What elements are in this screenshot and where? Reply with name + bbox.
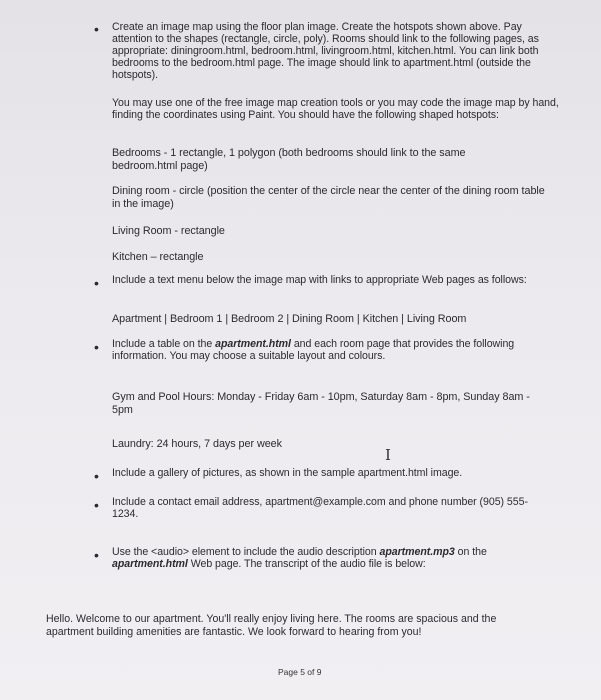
gym-pool-hours: Gym and Pool Hours: Monday - Friday 6am - 10pm, Saturday 8am - 8pm, Sunday 8am - 5pm xyxy=(112,391,530,416)
apartment-page-name: apartment.html xyxy=(112,558,188,570)
audio-instructions-text: Use the <audio> element to include the audio description xyxy=(112,546,380,558)
bullet-icon: • xyxy=(94,21,99,37)
text-menu-example: Apartment | Bedroom 1 | Bedroom 2 | Dining Room | Kitchen | Living Room xyxy=(112,313,467,325)
table-instructions xyxy=(112,338,557,362)
table-instructions-text-end: and each room page that provides the following information. You may choose a suitable layout and colours. xyxy=(112,338,515,362)
gallery-instructions: Include a gallery of pictures, as shown in the sample apartment.html image. xyxy=(112,467,463,479)
table-instructions-text: Include a table on the xyxy=(112,338,216,350)
audio-file-name: apartment.mp3 xyxy=(379,546,455,558)
living-hotspot-line: Living Room - rectangle xyxy=(112,225,225,237)
apartment-page-name: apartment.html xyxy=(215,338,291,350)
bullet-icon: • xyxy=(94,275,99,291)
contact-instructions: Include a contact email address, apartment@example.com and phone number (905) 555-1234. xyxy=(112,496,528,520)
bullet-icon: • xyxy=(94,547,99,563)
audio-instructions-end: Web page. The transcript of the audio file is below: xyxy=(187,558,426,570)
bullet-icon: • xyxy=(94,468,99,484)
bedrooms-hotspot-line: Bedrooms - 1 rectangle, 1 polygon (both bedrooms should link to the same bedroom.html page) xyxy=(112,147,466,172)
bullet-icon: • xyxy=(94,339,99,355)
bullet-icon: • xyxy=(94,497,99,513)
image-map-instructions: Create an image map using the floor plan image. Create the hotspots shown above. Pay attention to the shapes (rectangle, circle, poly). Rooms should link to the following pages, as appropriate: diningroom.html, bedroom.html, livingroom.html, kitchen.html. You can link both bedrooms to the bedroom.html page. The image should link to apartment.html (outside the hotspots). xyxy=(112,21,539,81)
audio-transcript: Hello. Welcome to our apartment. You'll really enjoy living here. The rooms are spacious and the apartment building amenities are fantastic. We look forward to hearing from you! xyxy=(46,613,497,638)
page-number: Page 5 of 9 xyxy=(278,667,322,677)
laundry-hours: Laundry: 24 hours, 7 days per week xyxy=(112,438,282,450)
image-map-tools-paragraph: You may use one of the free image map creation tools or you may code the image map by hand, finding the coordinates using Paint. You should have the following shaped hotspots: xyxy=(112,97,559,121)
audio-instructions-mid: on the xyxy=(454,546,487,558)
text-menu-instructions: Include a text menu below the image map with links to appropriate Web pages as follows: xyxy=(112,274,527,286)
dining-hotspot-line: Dining room - circle (position the center of the circle near the center of the dining room table in the image) xyxy=(112,185,545,210)
audio-instructions xyxy=(112,546,532,570)
kitchen-hotspot-line: Kitchen – rectangle xyxy=(112,251,204,263)
text-cursor-icon: I xyxy=(385,446,391,464)
